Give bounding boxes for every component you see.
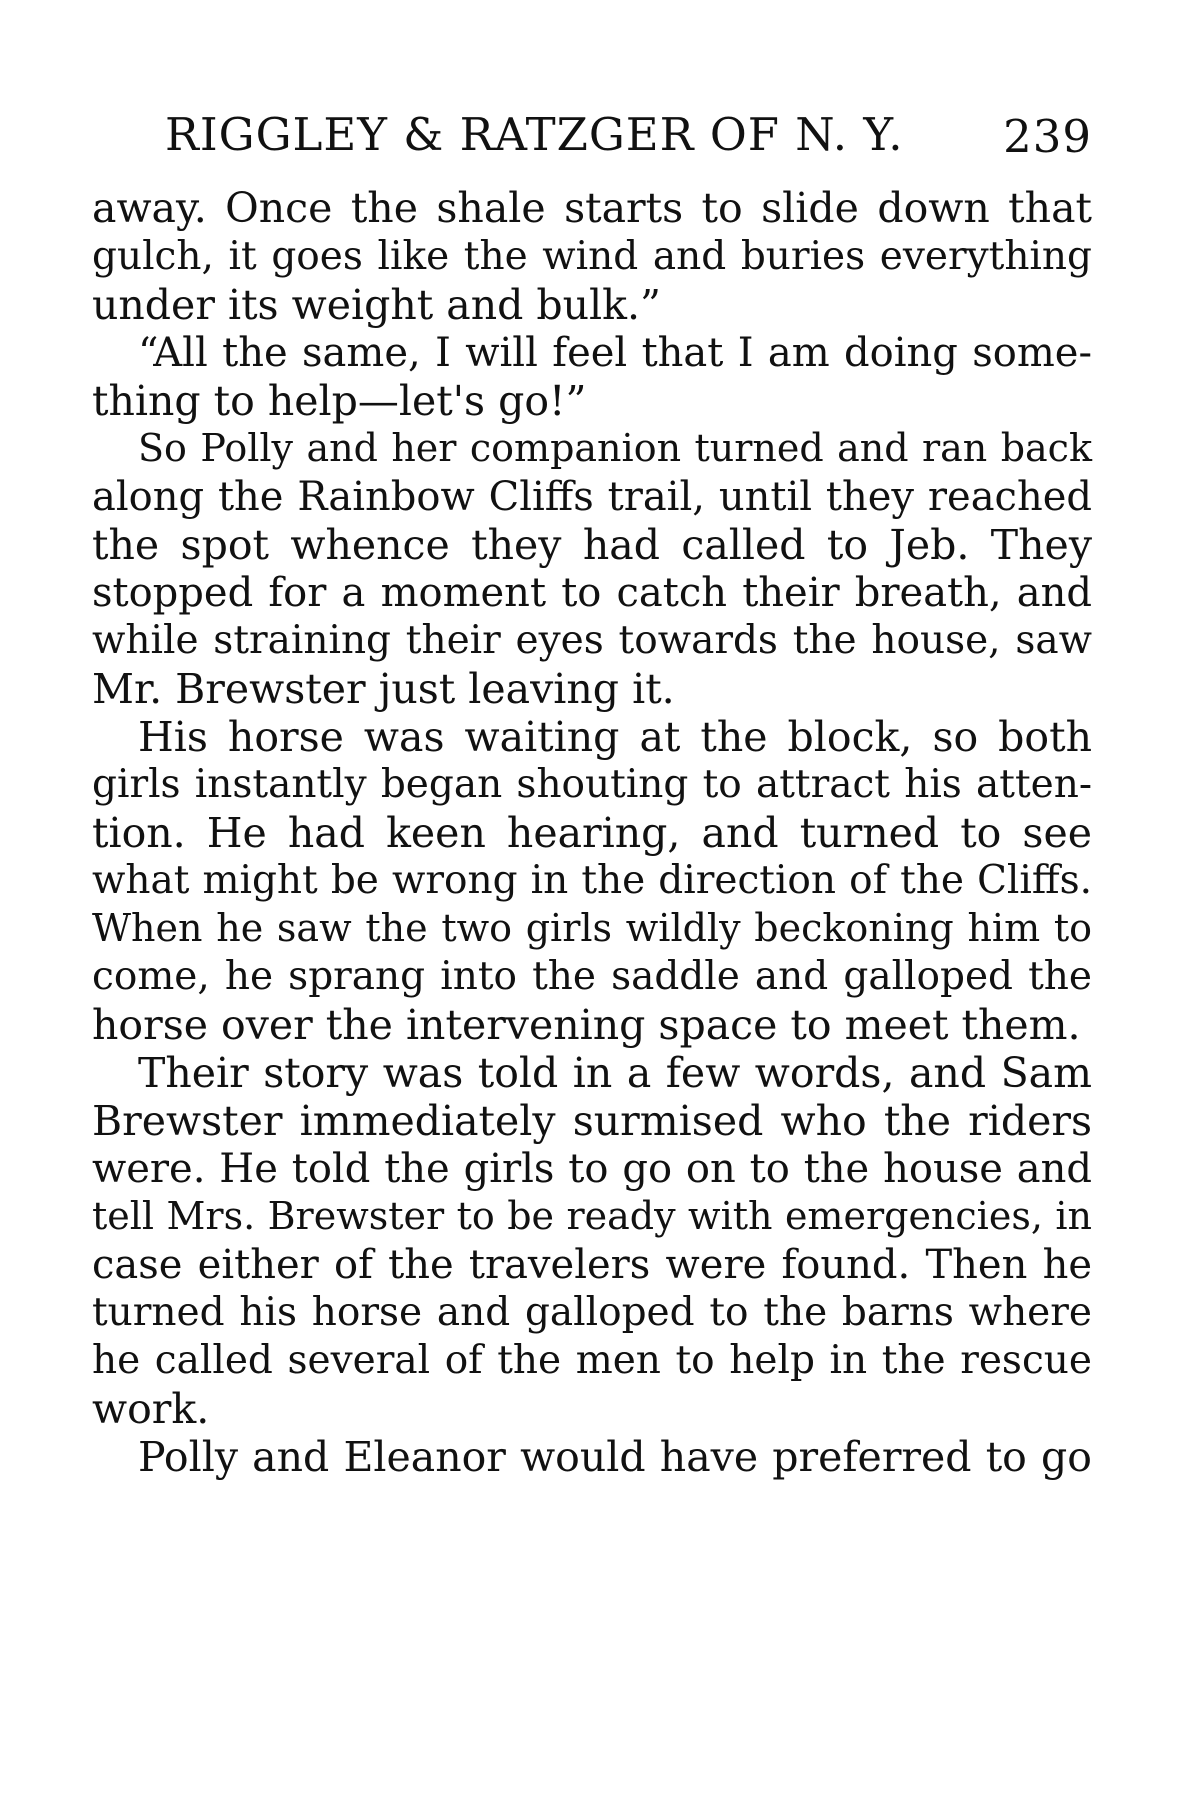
- text-line: stopped for a moment to catch their breath, and: [92, 570, 1092, 616]
- text-line: he called several of the men to help in the rescue: [92, 1338, 1092, 1383]
- running-title: RIGGLEY & RATZGER OF N. Y.: [165, 108, 904, 161]
- text-line: Brewster immediately surmised who the riders: [92, 1097, 1092, 1145]
- text-line: while straining their eyes towards the house, saw: [92, 618, 1092, 663]
- text-line: When he saw the two girls wildly beckoning him to: [92, 906, 1092, 950]
- text-line: along the Rainbow Cliffs trail, until they reached: [92, 474, 1092, 520]
- text-line: Their story was told in a few words, and Sam: [138, 1049, 1092, 1097]
- text-line: “All the same, I will feel that I am doing some-: [138, 330, 1092, 376]
- text-line: what might be wrong in the direction of the Cliffs.: [92, 858, 1092, 903]
- text-line: tell Mrs. Brewster to be ready with emergencies, in: [92, 1194, 1092, 1238]
- text-line: horse over the intervening space to meet them.: [92, 1001, 1081, 1049]
- text-line: the spot whence they had called to Jeb. They: [92, 521, 1092, 569]
- text-line: away. Once the shale starts to slide down that: [92, 184, 1092, 232]
- text-line: thing to help—let's go!”: [92, 377, 587, 425]
- text-line: His horse was waiting at the block, so both: [138, 713, 1092, 761]
- text-line: Polly and Eleanor would have preferred to go: [138, 1433, 1092, 1481]
- text-line: Mr. Brewster just leaving it.: [92, 665, 675, 713]
- text-line: turned his horse and galloped to the barns where: [92, 1290, 1092, 1335]
- text-line: were. He told the girls to go on to the house and: [92, 1146, 1092, 1192]
- text-line: case either of the travelers were found. Then he: [92, 1242, 1092, 1288]
- text-line: So Polly and her companion turned and ran back: [138, 426, 1092, 470]
- page-number: 239: [1003, 110, 1092, 163]
- text-line: come, he sprang into the saddle and galloped the: [92, 954, 1092, 999]
- text-line: girls instantly began shouting to attract his atten-: [92, 762, 1092, 807]
- text-line: tion. He had keen hearing, and turned to see: [92, 809, 1092, 857]
- text-line: under its weight and bulk.”: [92, 281, 661, 329]
- text-line: gulch, it goes like the wind and buries everything: [92, 234, 1092, 279]
- text-line: work.: [92, 1385, 210, 1433]
- page-header: [165, 108, 1092, 163]
